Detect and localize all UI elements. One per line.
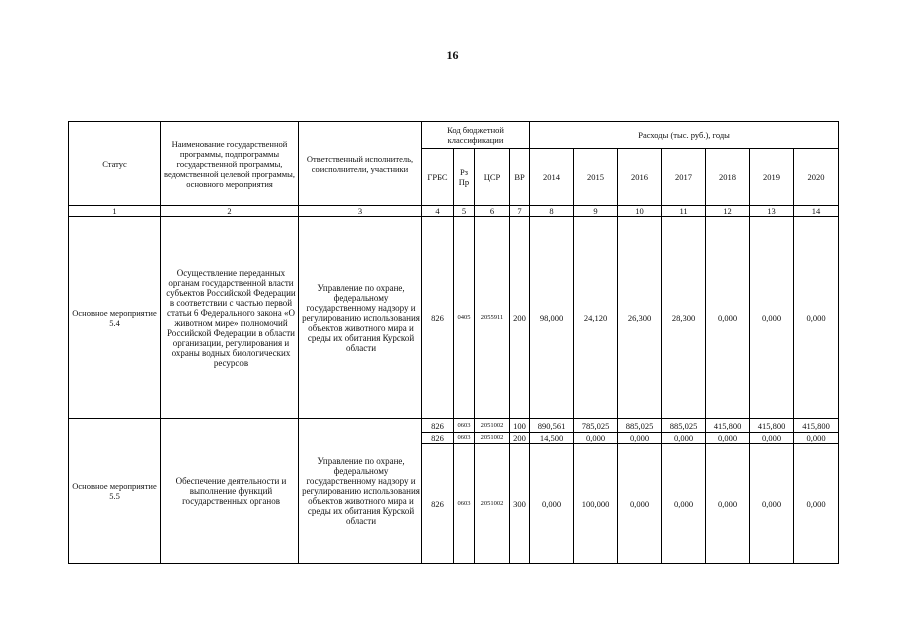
value-cell: 0,000 xyxy=(618,433,662,444)
name-cell: Обеспечение деятельности и выполнение функций государственных органов xyxy=(161,419,299,564)
column-number: 5 xyxy=(454,206,475,217)
executor-cell: Управление по охране, федеральному государственному надзору и регулированию использования объектов животного мира и среды их обитания Курской области xyxy=(299,217,422,419)
value-cell: 890,561 xyxy=(530,419,574,433)
value-cell: 785,025 xyxy=(574,419,618,433)
header-year: 2018 xyxy=(706,149,750,206)
value-cell: 0,000 xyxy=(662,433,706,444)
header-grbs: ГРБС xyxy=(422,149,454,206)
name-cell: Осуществление переданных органам государственной власти субъектов Российской Федерации в соответствии с частью первой статьи 6 Федерального закона «О животном мире» полномочий Российской Федерации в области организации, регулирования и охраны водных биологических ресурсов xyxy=(161,217,299,419)
csr-cell: 2055911 xyxy=(475,217,510,419)
vr-cell: 200 xyxy=(510,433,530,444)
header-year: 2019 xyxy=(750,149,794,206)
csr-cell: 2051002 xyxy=(475,419,510,433)
header-name: Наименование государственной программы, подпрограммы государственной программы, ведомственной целевой программы, основного мероприятия xyxy=(161,122,299,206)
grbs-cell: 826 xyxy=(422,433,454,444)
table-row xyxy=(69,419,839,433)
value-cell: 0,000 xyxy=(706,444,750,564)
value-cell: 0,000 xyxy=(706,217,750,419)
value-cell: 14,500 xyxy=(530,433,574,444)
header-year: 2017 xyxy=(662,149,706,206)
vr-cell: 200 xyxy=(510,217,530,419)
value-cell: 98,000 xyxy=(530,217,574,419)
rzpr-cell: 0405 xyxy=(454,217,475,419)
header-year: 2016 xyxy=(618,149,662,206)
column-number: 2 xyxy=(161,206,299,217)
header-year: 2014 xyxy=(530,149,574,206)
status-cell: Основное мероприятие 5.5 xyxy=(69,419,161,564)
rzpr-cell: 0603 xyxy=(454,419,475,433)
column-number: 9 xyxy=(574,206,618,217)
value-cell: 100,000 xyxy=(574,444,618,564)
header-status: Статус xyxy=(69,122,161,206)
value-cell: 0,000 xyxy=(794,444,839,564)
csr-cell: 2051002 xyxy=(475,444,510,564)
value-cell: 415,800 xyxy=(794,419,839,433)
value-cell: 885,025 xyxy=(662,419,706,433)
vr-cell: 100 xyxy=(510,419,530,433)
value-cell: 415,800 xyxy=(750,419,794,433)
value-cell: 0,000 xyxy=(706,433,750,444)
page-number: 16 xyxy=(446,48,459,62)
column-number: 1 xyxy=(69,206,161,217)
header-rzpr: Рз Пр xyxy=(454,149,475,206)
header-vr: ВР xyxy=(510,149,530,206)
value-cell: 885,025 xyxy=(618,419,662,433)
header-year: 2015 xyxy=(574,149,618,206)
header-budget-code: Код бюджетной классификации xyxy=(422,122,530,149)
value-cell: 415,800 xyxy=(706,419,750,433)
rzpr-cell: 0603 xyxy=(454,444,475,564)
column-number: 6 xyxy=(475,206,510,217)
column-number: 12 xyxy=(706,206,750,217)
value-cell: 24,120 xyxy=(574,217,618,419)
value-cell: 28,300 xyxy=(662,217,706,419)
column-number: 4 xyxy=(422,206,454,217)
value-cell: 0,000 xyxy=(574,433,618,444)
value-cell: 0,000 xyxy=(750,433,794,444)
executor-cell: Управление по охране, федеральному государственному надзору и регулированию использования объектов животного мира и среды их обитания Курской области xyxy=(299,419,422,564)
grbs-cell: 826 xyxy=(422,419,454,433)
column-number: 13 xyxy=(750,206,794,217)
vr-cell: 300 xyxy=(510,444,530,564)
rzpr-cell: 0603 xyxy=(454,433,475,444)
header-year: 2020 xyxy=(794,149,839,206)
value-cell: 26,300 xyxy=(618,217,662,419)
value-cell: 0,000 xyxy=(750,444,794,564)
value-cell: 0,000 xyxy=(794,433,839,444)
column-number: 7 xyxy=(510,206,530,217)
value-cell: 0,000 xyxy=(618,444,662,564)
header-csr: ЦСР xyxy=(475,149,510,206)
header-expenses: Расходы (тыс. руб.), годы xyxy=(530,122,839,149)
header-executor: Ответственный исполнитель, соисполнители, участники xyxy=(299,122,422,206)
column-number: 10 xyxy=(618,206,662,217)
value-cell: 0,000 xyxy=(750,217,794,419)
status-cell: Основное мероприятие 5.4 xyxy=(69,217,161,419)
value-cell: 0,000 xyxy=(794,217,839,419)
grbs-cell: 826 xyxy=(422,217,454,419)
column-number: 8 xyxy=(530,206,574,217)
grbs-cell: 826 xyxy=(422,444,454,564)
table-row xyxy=(69,217,839,419)
csr-cell: 2051002 xyxy=(475,433,510,444)
value-cell: 0,000 xyxy=(662,444,706,564)
column-number: 14 xyxy=(794,206,839,217)
column-number: 3 xyxy=(299,206,422,217)
value-cell: 0,000 xyxy=(530,444,574,564)
column-number: 11 xyxy=(662,206,706,217)
budget-table xyxy=(68,121,839,564)
